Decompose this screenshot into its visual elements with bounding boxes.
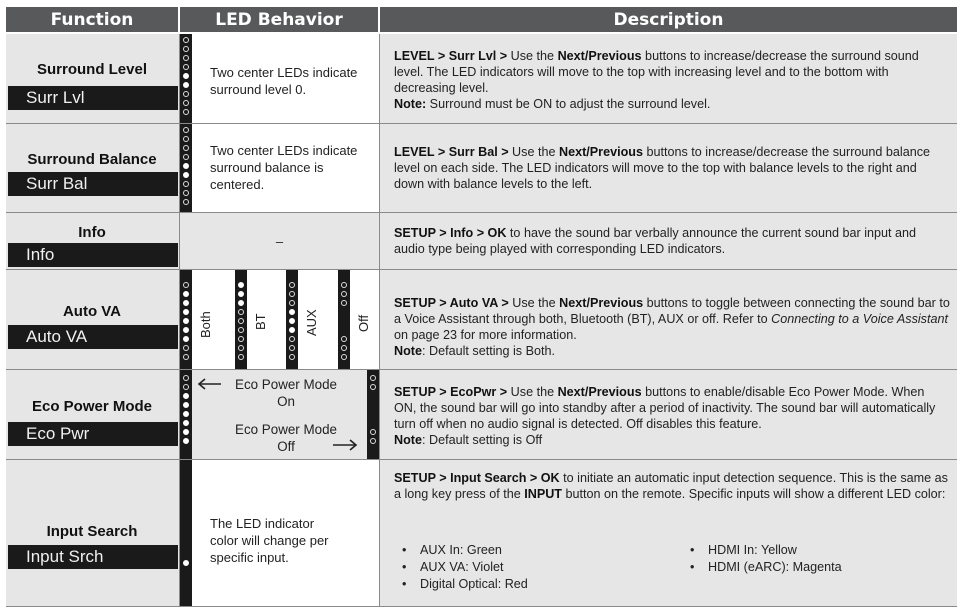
led-description: Two center LEDs indicate surround balance is centered. (210, 143, 358, 192)
led-dot-off (341, 354, 347, 360)
display-readout: Auto VA (8, 325, 178, 349)
led-dot-off (183, 136, 189, 142)
row-auto-va-description (380, 270, 957, 370)
desc-text: buttons to enable/disable Eco Power Mode. When ON, the sound bar will go into standby after a period of inactivity. The sound bar will automatically turn off when no audio signal is detected. Off disables this feature. (394, 385, 936, 431)
led-strip (180, 460, 192, 606)
desc-text: Use the (508, 296, 560, 310)
led-dot-off (238, 318, 244, 324)
led-dot-on (238, 300, 244, 306)
desc-text: to initiate an automatic input detection sequence. This is the same as a long key press of the (394, 471, 948, 501)
led-dot-off (183, 345, 189, 351)
led-dot-on (183, 402, 189, 408)
header-led-behavior: LED Behavior (180, 7, 378, 32)
row-input-search-function (6, 460, 180, 607)
row-auto-va-led (180, 270, 380, 370)
led-dot-off (183, 100, 189, 106)
description-text (394, 225, 950, 257)
led-dot-on (183, 327, 189, 333)
function-table (6, 7, 957, 607)
led-description: Two center LEDs indicate surround level 0. (210, 65, 358, 97)
note-label: Note (394, 344, 422, 358)
row-surround-balance-description (380, 124, 957, 213)
input-color-list-right (686, 542, 946, 576)
led-dot-off (183, 145, 189, 151)
desc-bold: Next/Previous (557, 385, 642, 399)
led-dot-off (370, 384, 376, 390)
description-text (394, 144, 950, 192)
led-dot-off (183, 375, 189, 381)
led-dot-off (183, 109, 189, 115)
description-text (394, 384, 950, 448)
menu-path: LEVEL > Surr Bal > (394, 145, 509, 159)
arrow-right-icon (332, 438, 360, 452)
led-dot-off (183, 384, 189, 390)
led-dot-off (183, 190, 189, 196)
list-item: • HDMI In: Yellow (686, 542, 946, 559)
led-dot-on (183, 172, 189, 178)
led-strip (180, 124, 192, 212)
led-description: – (275, 234, 284, 249)
header-description: Description (380, 7, 957, 32)
led-dot-on (238, 291, 244, 297)
led-dot-on (183, 73, 189, 79)
led-dot-off (289, 336, 295, 342)
led-dot-on (183, 420, 189, 426)
led-dot-off (238, 309, 244, 315)
row-eco-power-function (6, 370, 180, 460)
list-item: • AUX VA: Violet (398, 559, 668, 576)
list-item: • Digital Optical: Red (398, 576, 668, 593)
eco-off-label-line1: Eco Power Mode (235, 422, 337, 437)
desc-italic: Connecting to a Voice Assistant (771, 312, 948, 326)
led-dot-on (289, 309, 295, 315)
display-readout: Surr Lvl (8, 86, 178, 110)
note-label: Note: (394, 97, 427, 111)
eco-on-label (224, 376, 348, 410)
led-dot-off (183, 91, 189, 97)
led-dot-off (289, 354, 295, 360)
eco-on-label-line1: Eco Power Mode (235, 377, 337, 392)
led-dot-off (183, 46, 189, 52)
row-info-led (180, 213, 380, 270)
led-dot-off (183, 64, 189, 70)
note-text: : Default setting is Both. (422, 344, 556, 358)
option-label-both: Both (198, 311, 213, 338)
row-surround-level-led (180, 34, 380, 124)
eco-off-label-line2: Off (277, 439, 295, 454)
header-function: Function (6, 7, 178, 32)
desc-text: button on the remote. Specific inputs will show a different LED color: (562, 487, 946, 501)
desc-text: Use the (507, 49, 558, 63)
row-surround-level-function (6, 34, 180, 124)
led-dot-on (183, 291, 189, 297)
list-item: • AUX In: Green (398, 542, 668, 559)
desc-bold: Next/Previous (557, 49, 642, 63)
led-dot-on (183, 411, 189, 417)
desc-bold: INPUT (524, 487, 562, 501)
menu-path: SETUP > Auto VA > (394, 296, 509, 310)
led-dot-on (289, 318, 295, 324)
note-text: : Default setting is Off (422, 433, 543, 447)
row-input-search-description (380, 460, 957, 607)
led-strip-bt (235, 270, 247, 369)
led-dot-off (183, 354, 189, 360)
desc-text: buttons to increase/decrease the surround balance level on each side. The LED indicators will move to the top with balance levels to the right and down with balance levels to the left. (394, 145, 931, 191)
row-surround-level-description (380, 34, 957, 124)
led-strip-both (180, 270, 192, 369)
desc-text: buttons to toggle between connecting the sound bar to a Voice Assistant through both, Bluetooth (BT), AUX or off. Refer to (394, 296, 950, 326)
note-label: Note (394, 433, 422, 447)
row-surround-balance-led (180, 124, 380, 213)
row-auto-va-function (6, 270, 180, 370)
function-title: Surround Balance (27, 151, 157, 168)
desc-text: on page 23 for more information. (394, 328, 577, 342)
led-strip-on (180, 370, 192, 459)
function-title: Eco Power Mode (31, 398, 153, 415)
row-eco-power-description (380, 370, 957, 460)
menu-path: LEVEL > Surr Lvl > (394, 49, 508, 63)
led-dot-off (341, 336, 347, 342)
led-dot-off (238, 345, 244, 351)
note-text: Surround must be ON to adjust the surround level. (426, 97, 711, 111)
desc-bold: Next/Previous (559, 296, 644, 310)
desc-text: buttons to increase/decrease the surround sound level. The LED indicators will move to the top with increasing level and to the bottom with decreasing level. (394, 49, 919, 95)
description-text (394, 48, 950, 112)
led-dot-off (183, 55, 189, 61)
led-dot-off (183, 37, 189, 43)
option-label-off: Off (356, 314, 371, 332)
desc-text: Use the (508, 145, 559, 159)
led-dot-off (341, 282, 347, 288)
display-readout: Surr Bal (8, 172, 178, 196)
led-dot-off (341, 345, 347, 351)
row-eco-power-led (180, 370, 380, 460)
led-dot-on (183, 300, 189, 306)
desc-text: Use the (507, 385, 558, 399)
led-dot-on (183, 336, 189, 342)
led-strip-aux (286, 270, 298, 369)
led-dot-on (289, 327, 295, 333)
led-dot-on (238, 282, 244, 288)
option-label-aux: AUX (304, 309, 319, 336)
display-readout: Eco Pwr (8, 422, 178, 446)
function-title: Surround Level (36, 61, 148, 78)
eco-on-label-line2: On (277, 394, 295, 409)
menu-path: SETUP > Info > OK (394, 226, 507, 240)
led-dot-off (183, 127, 189, 133)
led-dot-off (289, 282, 295, 288)
menu-path: SETUP > Input Search > OK (394, 471, 560, 485)
menu-path: SETUP > EcoPwr > (394, 385, 508, 399)
eco-off-label (224, 421, 348, 455)
led-dot-off (183, 199, 189, 205)
led-strip-off (338, 270, 350, 369)
led-dot-off (341, 300, 347, 306)
function-title: Auto VA (62, 303, 122, 320)
row-info-function (6, 213, 180, 270)
input-color-list-left (398, 542, 668, 593)
led-dot-on (183, 163, 189, 169)
led-dot-on (183, 438, 189, 444)
led-dot-off (183, 154, 189, 160)
description-text (394, 295, 950, 359)
arrow-left-icon (196, 377, 222, 391)
led-dot-on (183, 429, 189, 435)
led-dot-off (370, 429, 376, 435)
led-dot-off (289, 345, 295, 351)
function-title: Info (78, 224, 106, 241)
display-readout: Info (8, 243, 178, 267)
led-strip (180, 34, 192, 123)
led-strip-off (367, 370, 379, 459)
led-dot-off (183, 282, 189, 288)
row-info-description (380, 213, 957, 270)
led-dot-off (341, 291, 347, 297)
led-dot-off (289, 300, 295, 306)
led-dot-on (183, 393, 189, 399)
led-dot-on (183, 560, 189, 566)
desc-bold: Next/Previous (558, 145, 643, 159)
row-surround-balance-function (6, 124, 180, 213)
function-title: Input Search (46, 523, 138, 540)
led-dot-off (370, 375, 376, 381)
led-dot-off (238, 354, 244, 360)
list-item: • HDMI (eARC): Magenta (686, 559, 946, 576)
desc-text: to have the sound bar verbally announce the current sound bar input and audio type being played with corresponding LED indicators. (394, 226, 917, 256)
led-dot-on (183, 82, 189, 88)
led-dot-on (183, 309, 189, 315)
led-dot-off (370, 438, 376, 444)
display-readout: Input Srch (8, 545, 178, 569)
row-input-search-led (180, 460, 380, 607)
led-dot-off (289, 291, 295, 297)
led-dot-on (183, 318, 189, 324)
description-text (394, 470, 950, 502)
led-dot-off (238, 327, 244, 333)
option-label-bt: BT (253, 313, 268, 330)
led-dot-off (183, 181, 189, 187)
led-description: The LED indicator color will change per specific input. (210, 516, 329, 565)
led-dot-off (238, 336, 244, 342)
